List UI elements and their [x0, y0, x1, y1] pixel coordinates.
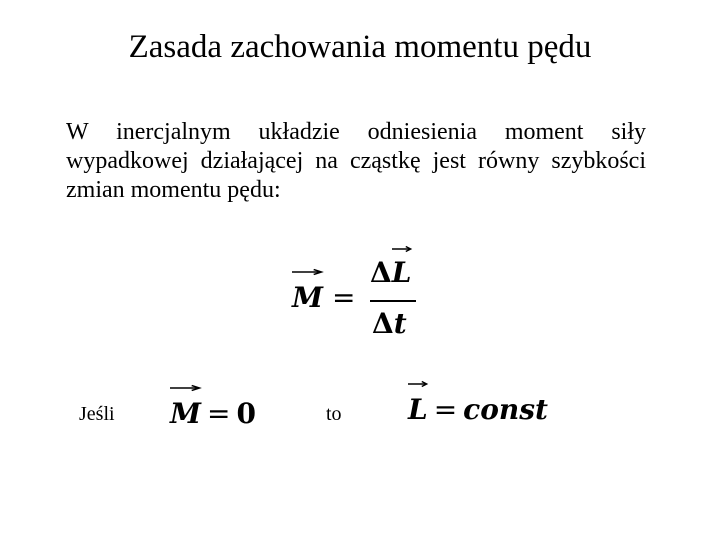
numerator-symbol: L: [391, 256, 412, 289]
result-formula: [408, 390, 548, 430]
numerator-delta: Δ: [370, 256, 392, 289]
denominator-symbol: t: [393, 307, 407, 340]
torque-symbol: M: [292, 281, 323, 314]
formula-lhs: [292, 278, 323, 318]
formula-equals: =: [332, 281, 356, 314]
angular-momentum-vector: [392, 255, 412, 291]
fraction-bar: [370, 300, 416, 302]
vector-arrow-icon: [292, 269, 323, 275]
result-value: const: [463, 393, 548, 426]
vector-arrow-icon: [170, 385, 201, 391]
torque-vector: [292, 278, 323, 318]
body-text: W inercjalnym układzie odniesienia moment siły wypadkowej działającej na cząstkę jest równy szybkości zmian momentu pędu:: [66, 119, 646, 203]
angular-momentum-vector: [408, 390, 428, 430]
torque-vector: [170, 394, 201, 434]
slide-title: Zasada zachowania momentu pędu: [128, 29, 592, 65]
vector-arrow-icon: [408, 381, 428, 387]
formula-denominator: [372, 306, 407, 342]
result-label: to: [326, 403, 342, 425]
condition-equals: =: [207, 397, 231, 430]
condition-value: 0: [236, 397, 256, 430]
torque-formula: [290, 252, 430, 348]
condition-formula: [170, 394, 256, 434]
vector-arrow-icon: [392, 246, 412, 252]
formula-numerator: [370, 255, 411, 291]
result-symbol: L: [408, 393, 428, 426]
denominator-delta: Δ: [372, 307, 394, 340]
result-equals: =: [433, 393, 458, 426]
condition-label: Jeśli: [79, 403, 115, 425]
condition-symbol: M: [170, 397, 201, 430]
